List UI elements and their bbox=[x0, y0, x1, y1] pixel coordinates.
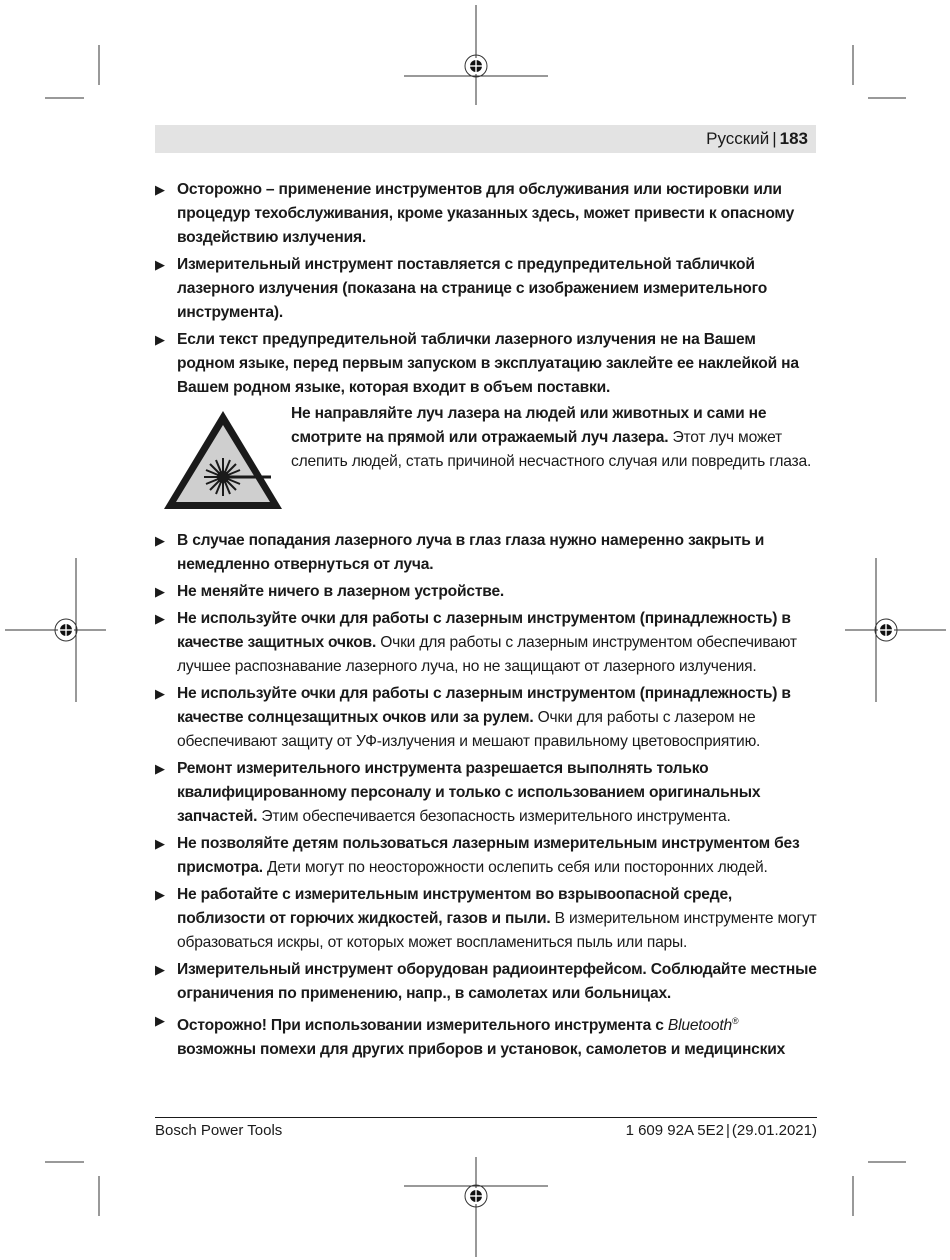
laser-warning-bold: Не направляйте луч лазера на людей или животных и сами не смотрите на прямой или отражаемый луч лазера. bbox=[291, 405, 767, 446]
bullet-arrow-icon: ▶ bbox=[155, 332, 165, 347]
instruction-item bbox=[155, 607, 817, 679]
bullet-arrow-icon: ▶ bbox=[155, 182, 165, 197]
laser-warning-triangle-icon bbox=[161, 408, 285, 512]
instruction-bold: Измерительный инструмент оборудован радиоинтерфейсом. Соблюдайте местные ограничения по применению, напр., в самолетах или больницах. bbox=[177, 961, 817, 1002]
bullet-arrow-icon: ▶ bbox=[155, 686, 165, 701]
header-language: Русский bbox=[706, 129, 770, 148]
footer-publisher: Bosch Power Tools bbox=[155, 1122, 283, 1139]
footer-doc-code: 1 609 92A 5E2 bbox=[625, 1122, 725, 1139]
laser-warning-block bbox=[155, 402, 817, 524]
bullet-arrow-icon: ▶ bbox=[155, 836, 165, 851]
header-separator: | bbox=[772, 129, 777, 148]
footer-doc-info bbox=[626, 1120, 817, 1142]
instruction-item bbox=[155, 328, 817, 400]
instruction-bold: Не используйте очки для работы с лазерным инструментом (принадлежность) в качестве солнцезащитных очков или за рулем. bbox=[177, 685, 791, 726]
instruction-item bbox=[155, 580, 817, 604]
instruction-item bbox=[155, 883, 817, 955]
page-footer bbox=[155, 1117, 817, 1139]
instruction-bold: Не используйте очки для работы с лазерным инструментом (принадлежность) в качестве защитных очков. bbox=[177, 610, 791, 651]
bullet-arrow-icon: ▶ bbox=[155, 257, 165, 272]
instruction-bold: Не позволяйте детям пользоваться лазерным измерительным инструментом без присмотра. bbox=[177, 835, 800, 876]
bluetooth-brand: Bluetooth bbox=[667, 1017, 732, 1035]
instruction-normal: Очки для работы с лазерным инструментом обеспечивают лучшее распознавание лазерного луча, но не защищают от лазерного излучения. bbox=[177, 634, 797, 675]
registered-mark: ® bbox=[731, 1016, 739, 1026]
bullet-arrow-icon: ▶ bbox=[155, 962, 165, 977]
instruction-item bbox=[155, 832, 817, 880]
instruction-normal: Этим обеспечивается безопасность измерительного инструмента. bbox=[257, 808, 731, 825]
bullet-arrow-icon: ▶ bbox=[155, 887, 165, 902]
footer-date: (29.01.2021) bbox=[731, 1122, 817, 1139]
instruction-item-bluetooth bbox=[155, 1009, 817, 1062]
instruction-bold: Если текст предупредительной таблички лазерного излучения не на Вашем родном языке, перед первым запуском в эксплуатацию заклейте ее наклейкой на Вашем родном языке, которая входит в объем поставки. bbox=[177, 331, 799, 396]
page-header-bar bbox=[155, 125, 816, 153]
bullet-arrow-icon: ▶ bbox=[155, 611, 165, 626]
instruction-item bbox=[155, 178, 817, 250]
instruction-normal: Очки для работы с лазером не обеспечивают защиту от УФ-излучения и мешают правильному цветовосприятию. bbox=[177, 709, 761, 750]
bullet-arrow-icon: ▶ bbox=[155, 584, 165, 599]
instruction-bold: Ремонт измерительного инструмента разрешается выполнять только квалифицированному персоналу и только с использованием оригинальных запчастей. bbox=[177, 760, 761, 825]
laser-warning-text bbox=[291, 402, 819, 474]
footer-separator: | bbox=[726, 1122, 730, 1139]
instruction-item bbox=[155, 958, 817, 1006]
instruction-item bbox=[155, 682, 817, 754]
bullet-arrow-icon: ▶ bbox=[155, 533, 165, 548]
instruction-bold: возможны помехи для других приборов и установок, самолетов и медицинских bbox=[177, 1041, 786, 1059]
laser-warning-normal: Этот луч может слепить людей, стать причиной несчастного случая или повредить глаза. bbox=[291, 429, 812, 470]
instruction-bold: Не работайте с измерительным инструментом во взрывоопасной среде, поблизости от горючих жидкостей, газов и пыли. bbox=[177, 886, 733, 927]
instruction-bold: В случае попадания лазерного луча в глаз глаза нужно намеренно закрыть и немедленно отвернуться от луча. bbox=[177, 532, 765, 573]
page-number: 183 bbox=[779, 129, 808, 148]
instruction-normal: Дети могут по неосторожности ослепить себя или посторонних людей. bbox=[262, 859, 768, 876]
instruction-bold: Не меняйте ничего в лазерном устройстве. bbox=[177, 583, 505, 600]
page-header-text bbox=[706, 129, 808, 149]
instruction-item bbox=[155, 529, 817, 577]
instruction-item bbox=[155, 757, 817, 829]
instruction-bold: Осторожно – применение инструментов для обслуживания или юстировки или процедур техобслуживания, кроме указанных здесь, может привести к опасному воздействию излучения. bbox=[177, 181, 795, 246]
instruction-bold: Измерительный инструмент поставляется с предупредительной табличкой лазерного излучения (показана на странице с изображением измерительного инструмента). bbox=[177, 256, 768, 321]
instruction-item bbox=[155, 253, 817, 325]
instruction-normal: В измерительном инструменте могут образоваться искры, от которых может воспламениться пыль или пары. bbox=[177, 910, 817, 951]
bullet-arrow-icon: ▶ bbox=[155, 1013, 165, 1028]
instruction-bold: Осторожно! При использовании измерительного инструмента с bbox=[177, 1017, 668, 1035]
bullet-arrow-icon: ▶ bbox=[155, 761, 165, 776]
safety-instructions bbox=[155, 178, 817, 1065]
